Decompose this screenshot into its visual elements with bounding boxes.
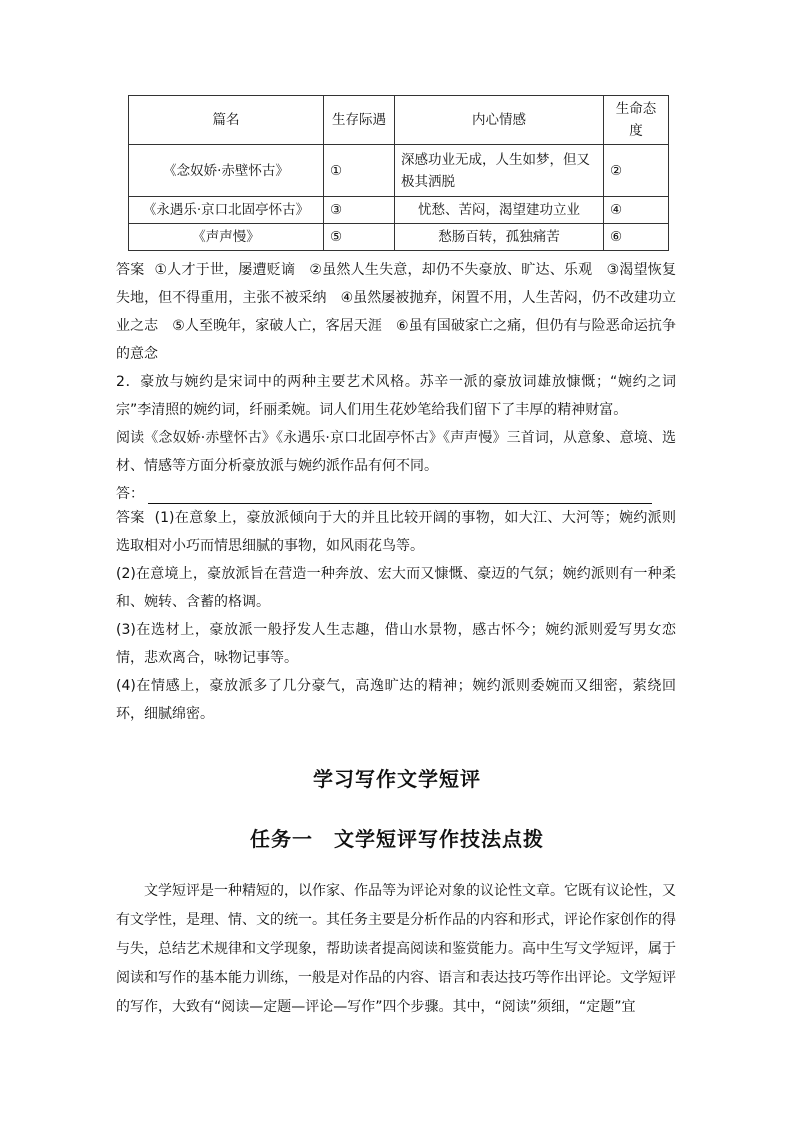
answer-1-paragraph — [116, 256, 676, 368]
table-cell: 《声声慢》 — [129, 224, 324, 251]
table-cell: ③ — [324, 197, 395, 224]
table-row — [129, 197, 669, 224]
table-cell: ⑥ — [604, 224, 669, 251]
table-cell: 《念奴娇·赤壁怀古》 — [129, 145, 324, 197]
table-row — [129, 145, 669, 197]
poem-comparison-table — [128, 95, 669, 251]
header-attitude: 生命态度 — [604, 96, 669, 145]
section-title: 学习写作文学短评 — [313, 767, 481, 791]
answer-label: 答案 — [116, 510, 145, 526]
table-row — [129, 224, 669, 251]
answer-1-text: ①人才于世，屡遭贬谪 ②虽然人生失意，却仍不失豪放、旷达、乐观 ③渴望恢复失地，但不得重用，主张不被采纳 ④虽然屡被抛弃，闲置不用，人生苦闷，仍不改建功立业之志 ⑤人至晚年，家破人亡，客居天涯 ⑥虽有国破家亡之痛，但仍有与险恶命运抗争的意念 — [116, 262, 677, 362]
essay-body — [116, 877, 676, 1022]
answer-2-point-2: (2)在意境上，豪放派旨在营造一种奔放、宏大而又慷慨、豪迈的气氛；婉约派则有一种柔和、婉转、含蓄的格调。 — [116, 566, 676, 610]
answer-2-block — [116, 504, 676, 728]
essay-paragraph: 文学短评是一种精短的，以作家、作品等为评论对象的议论性文章。它既有议论性，又有文学性，是理、情、文的统一。其任务主要是分析作品的内容和形式，评论作家创作的得与失，总结艺术规律和文学现象，帮助读者提高阅读和鉴赏能力。高中生写文学短评，属于阅读和写作的基本能力训练，一般是对作品的内容、语言和表达技巧等作出评论。文学短评的写作，大致有“阅读—定题—评论—写作”四个步骤。其中，“阅读”须细，“定题”宜 — [116, 883, 676, 1015]
answer-2-point-1: (1)在意象上，豪放派倾向于大的并且比较开阔的事物，如大江、大河等；婉约派则选取相对小巧而情思细腻的事物，如风雨花鸟等。 — [116, 510, 676, 554]
question-2-stem: 2．豪放与婉约是宋词中的两种主要艺术风格。苏辛一派的豪放词雄放慷慨；“婉约之词宗”李清照的婉约词，纤丽柔婉。词人们用生花妙笔给我们留下了丰厚的精神财富。 — [116, 374, 676, 418]
header-title: 篇名 — [129, 96, 324, 145]
table-cell: ④ — [604, 197, 669, 224]
question-2-prompt: 阅读《念奴娇·赤壁怀古》《永遇乐·京口北固亭怀古》《声声慢》三首词，从意象、意境、选材、情感等方面分析豪放派与婉约派作品有何不同。 — [116, 430, 676, 474]
answer-2-point-3: (3)在选材上，豪放派一般抒发人生志趣，借山水景物，感古怀今；婉约派则爱写男女恋情，悲欢离合，咏物记事等。 — [116, 622, 676, 666]
header-emotion: 内心情感 — [395, 96, 604, 145]
table-cell: ② — [604, 145, 669, 197]
table-cell: 《永遇乐·京口北固亭怀古》 — [129, 197, 324, 224]
table-cell: ① — [324, 145, 395, 197]
answer-2-point — [116, 504, 676, 560]
table-header-row — [129, 96, 669, 145]
table-cell: 深感功业无成，人生如梦，但又极其洒脱 — [395, 145, 604, 197]
question-2-block — [116, 368, 676, 508]
table-cell: 忧愁、苦闷，渴望建功立业 — [395, 197, 604, 224]
header-circumstance: 生存际遇 — [324, 96, 395, 145]
answer-prefix: 答： — [116, 486, 144, 502]
table-cell: ⑤ — [324, 224, 395, 251]
answer-1-block — [116, 256, 676, 368]
task-title: 任务一 文学短评写作技法点拨 — [250, 827, 544, 851]
table-cell: 愁肠百转，孤独痛苦 — [395, 224, 604, 251]
answer-2-point-4: (4)在情感上，豪放派多了几分豪气，高逸旷达的精神；婉约派则委婉而又细密，萦绕回环，细腻绵密。 — [116, 678, 676, 722]
answer-blank-line — [148, 485, 652, 504]
answer-label: 答案 — [116, 262, 145, 278]
